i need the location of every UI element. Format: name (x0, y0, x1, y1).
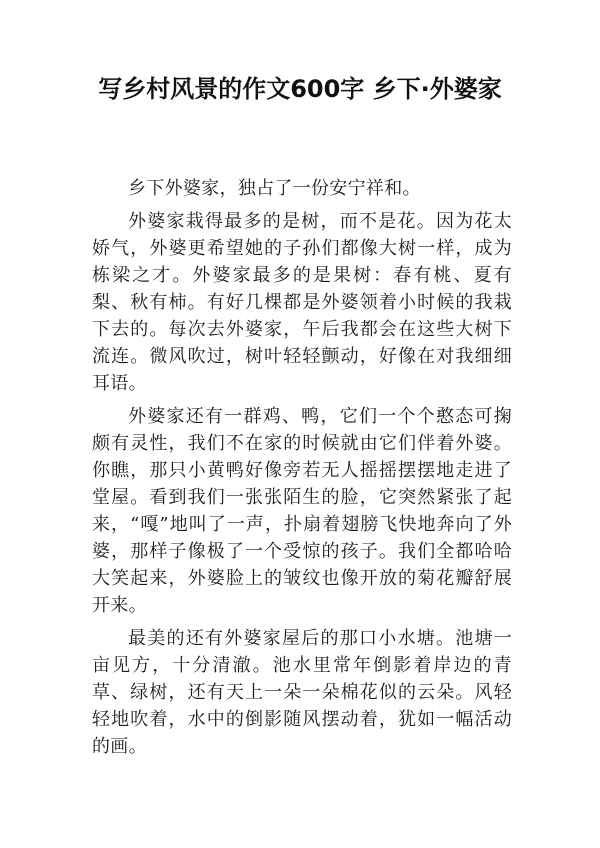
paragraph: 乡下外婆家，独占了一份安宁祥和。 (128, 178, 421, 199)
paragraph: 外婆家还有一群鸡、鸭，它们一个个憨态可掬颇有灵性，我们不在家的时候就由它们伴着外婆。你瞧，那只小黄鸭好像旁若无人摇摇摆摆地走进了堂屋。看到我们一张张陌生的脸，它突然紧张了起来，“嘎”地叫了一声，扑扇着翅膀飞快地奔向了外婆，那样子像极了一个受惊的孩子。我们全都哈哈大笑起来，外婆脸上的皱纹也像开放的菊花瓣舒展开来。 (92, 406, 512, 616)
paragraph: 最美的还有外婆家屋后的那口小水塘。池塘一亩见方，十分清澈。池水里常年倒影着岸边的青草、绿树，还有天上一朵一朵棉花似的云朵。风轻轻地吹着，水中的倒影随风摆动着，犹如一幅活动的画。 (92, 628, 512, 757)
document-title: 写乡村风景的作文600字 乡下·外婆家 (98, 75, 502, 103)
document-body (92, 175, 512, 766)
paragraph: 外婆家栽得最多的是树，而不是花。因为花太娇气，外婆更希望她的子孙们都像大树一样，成为栋梁之才。外婆家最多的是果树：春有桃、夏有梨、秋有柿。有好几棵都是外婆领着小时候的我栽下去的。每次去外婆家，午后我都会在这些大树下流连。微风吹过，树叶轻轻颤动，好像在对我细细耳语。 (92, 211, 512, 394)
